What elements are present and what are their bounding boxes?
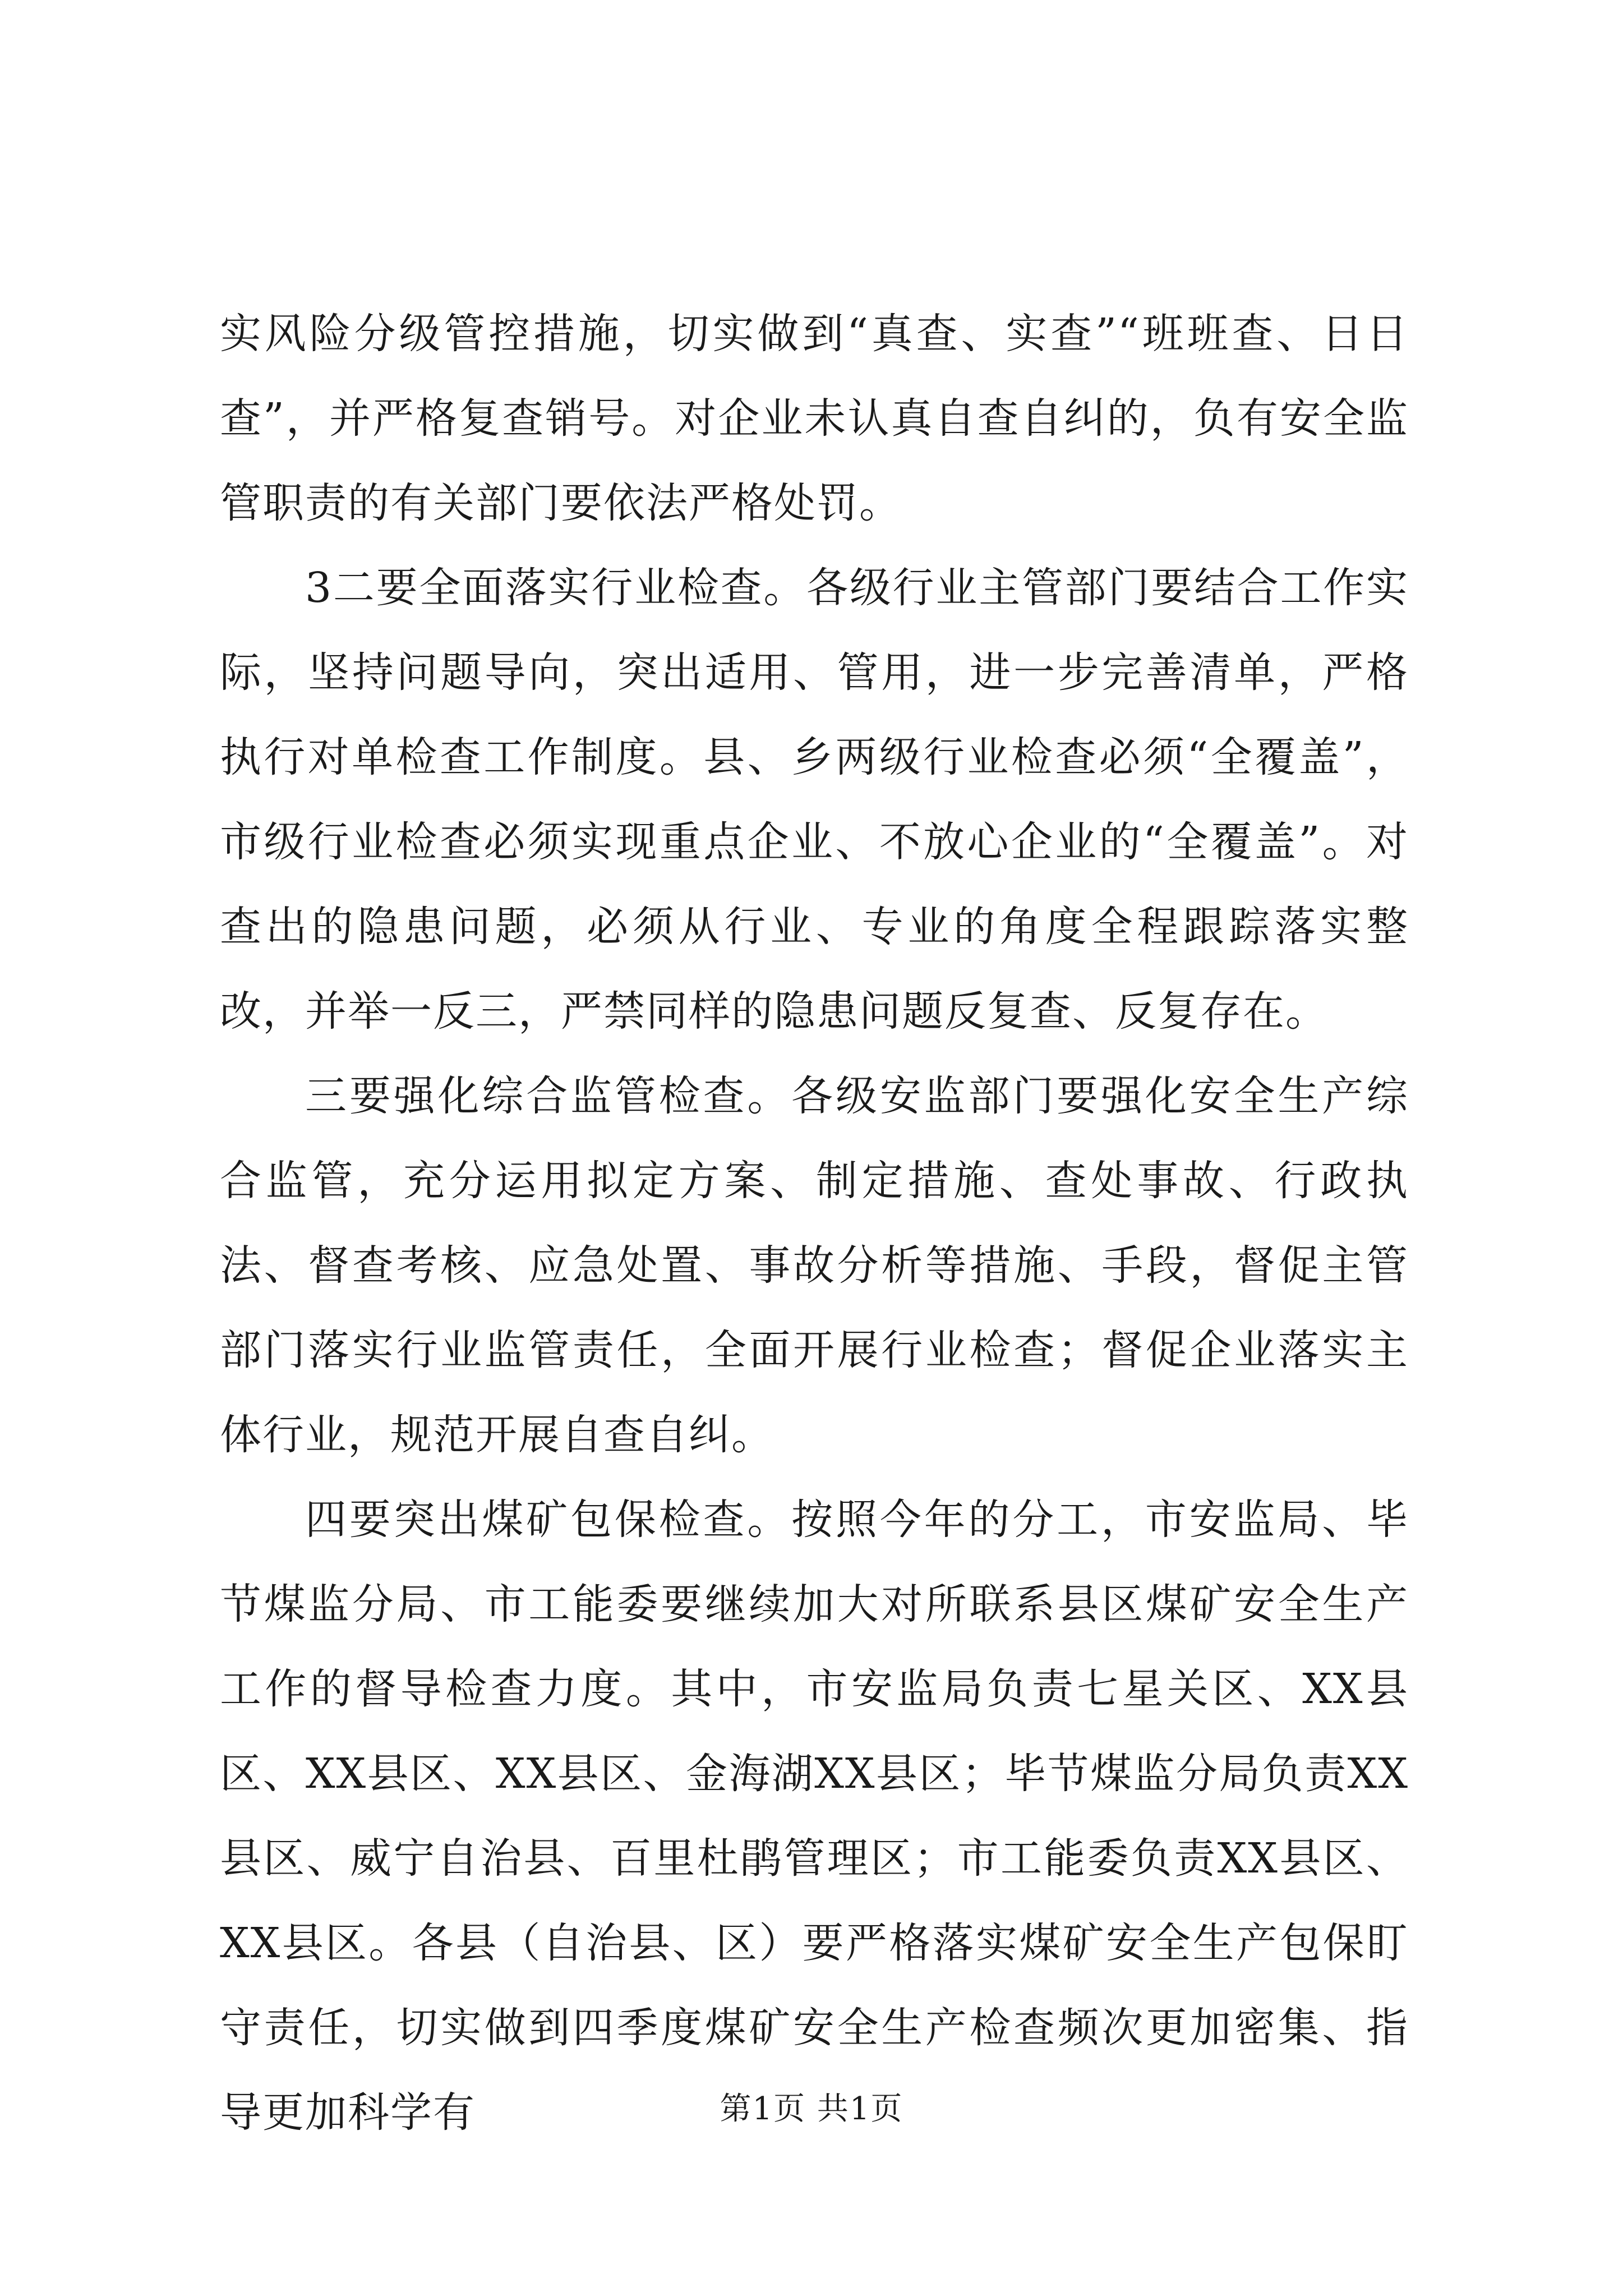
document-body: [220, 292, 1409, 2155]
paragraph-3: 三要强化综合监管检查。各级安监部门要强化安全生产综合监管，充分运用拟定方案、制定措施、查处事故、行政执法、督查考核、应急处置、事故分析等措施、手段，督促主管部门落实行业监管责任，全面开展行业检查；督促企业落实主体行业，规范开展自查自纠。: [220, 1072, 1409, 1459]
page-number-footer: 第1页 共1页: [720, 2091, 903, 2127]
paragraph-4: 四要突出煤矿包保检查。按照今年的分工，市安监局、毕节煤监分局、市工能委要继续加大对所联系县区煤矿安全生产工作的督导检查力度。其中，市安监局负责七星关区、XX县区、XX县区、XX县区、金海湖XX县区；毕节煤监分局负责XX县区、威宁自治县、百里杜鹃管理区；市工能委负责XX县区、XX县区。各县（自治县、区）要严格落实煤矿安全生产包保盯守责任，切实做到四季度煤矿安全生产检查频次更加密集、指导更加科学有: [220, 1496, 1409, 2137]
paragraph-1: 实风险分级管控措施，切实做到“真查、实查”“班班查、日日查”，并严格复查销号。对企业未认真自查自纠的，负有安全监管职责的有关部门要依法严格处罚。: [220, 310, 1409, 527]
paragraph-2: 3二要全面落实行业检查。各级行业主管部门要结合工作实际，坚持问题导向，突出适用、管用，进一步完善清单，严格执行对单检查工作制度。县、乡两级行业检查必须“全覆盖”，市级行业检查必须实现重点企业、不放心企业的“全覆盖”。对查出的隐患问题，必须从行业、专业的角度全程跟踪落实整改，并举一反三，严禁同样的隐患问题反复查、反复存在。: [220, 564, 1409, 1036]
